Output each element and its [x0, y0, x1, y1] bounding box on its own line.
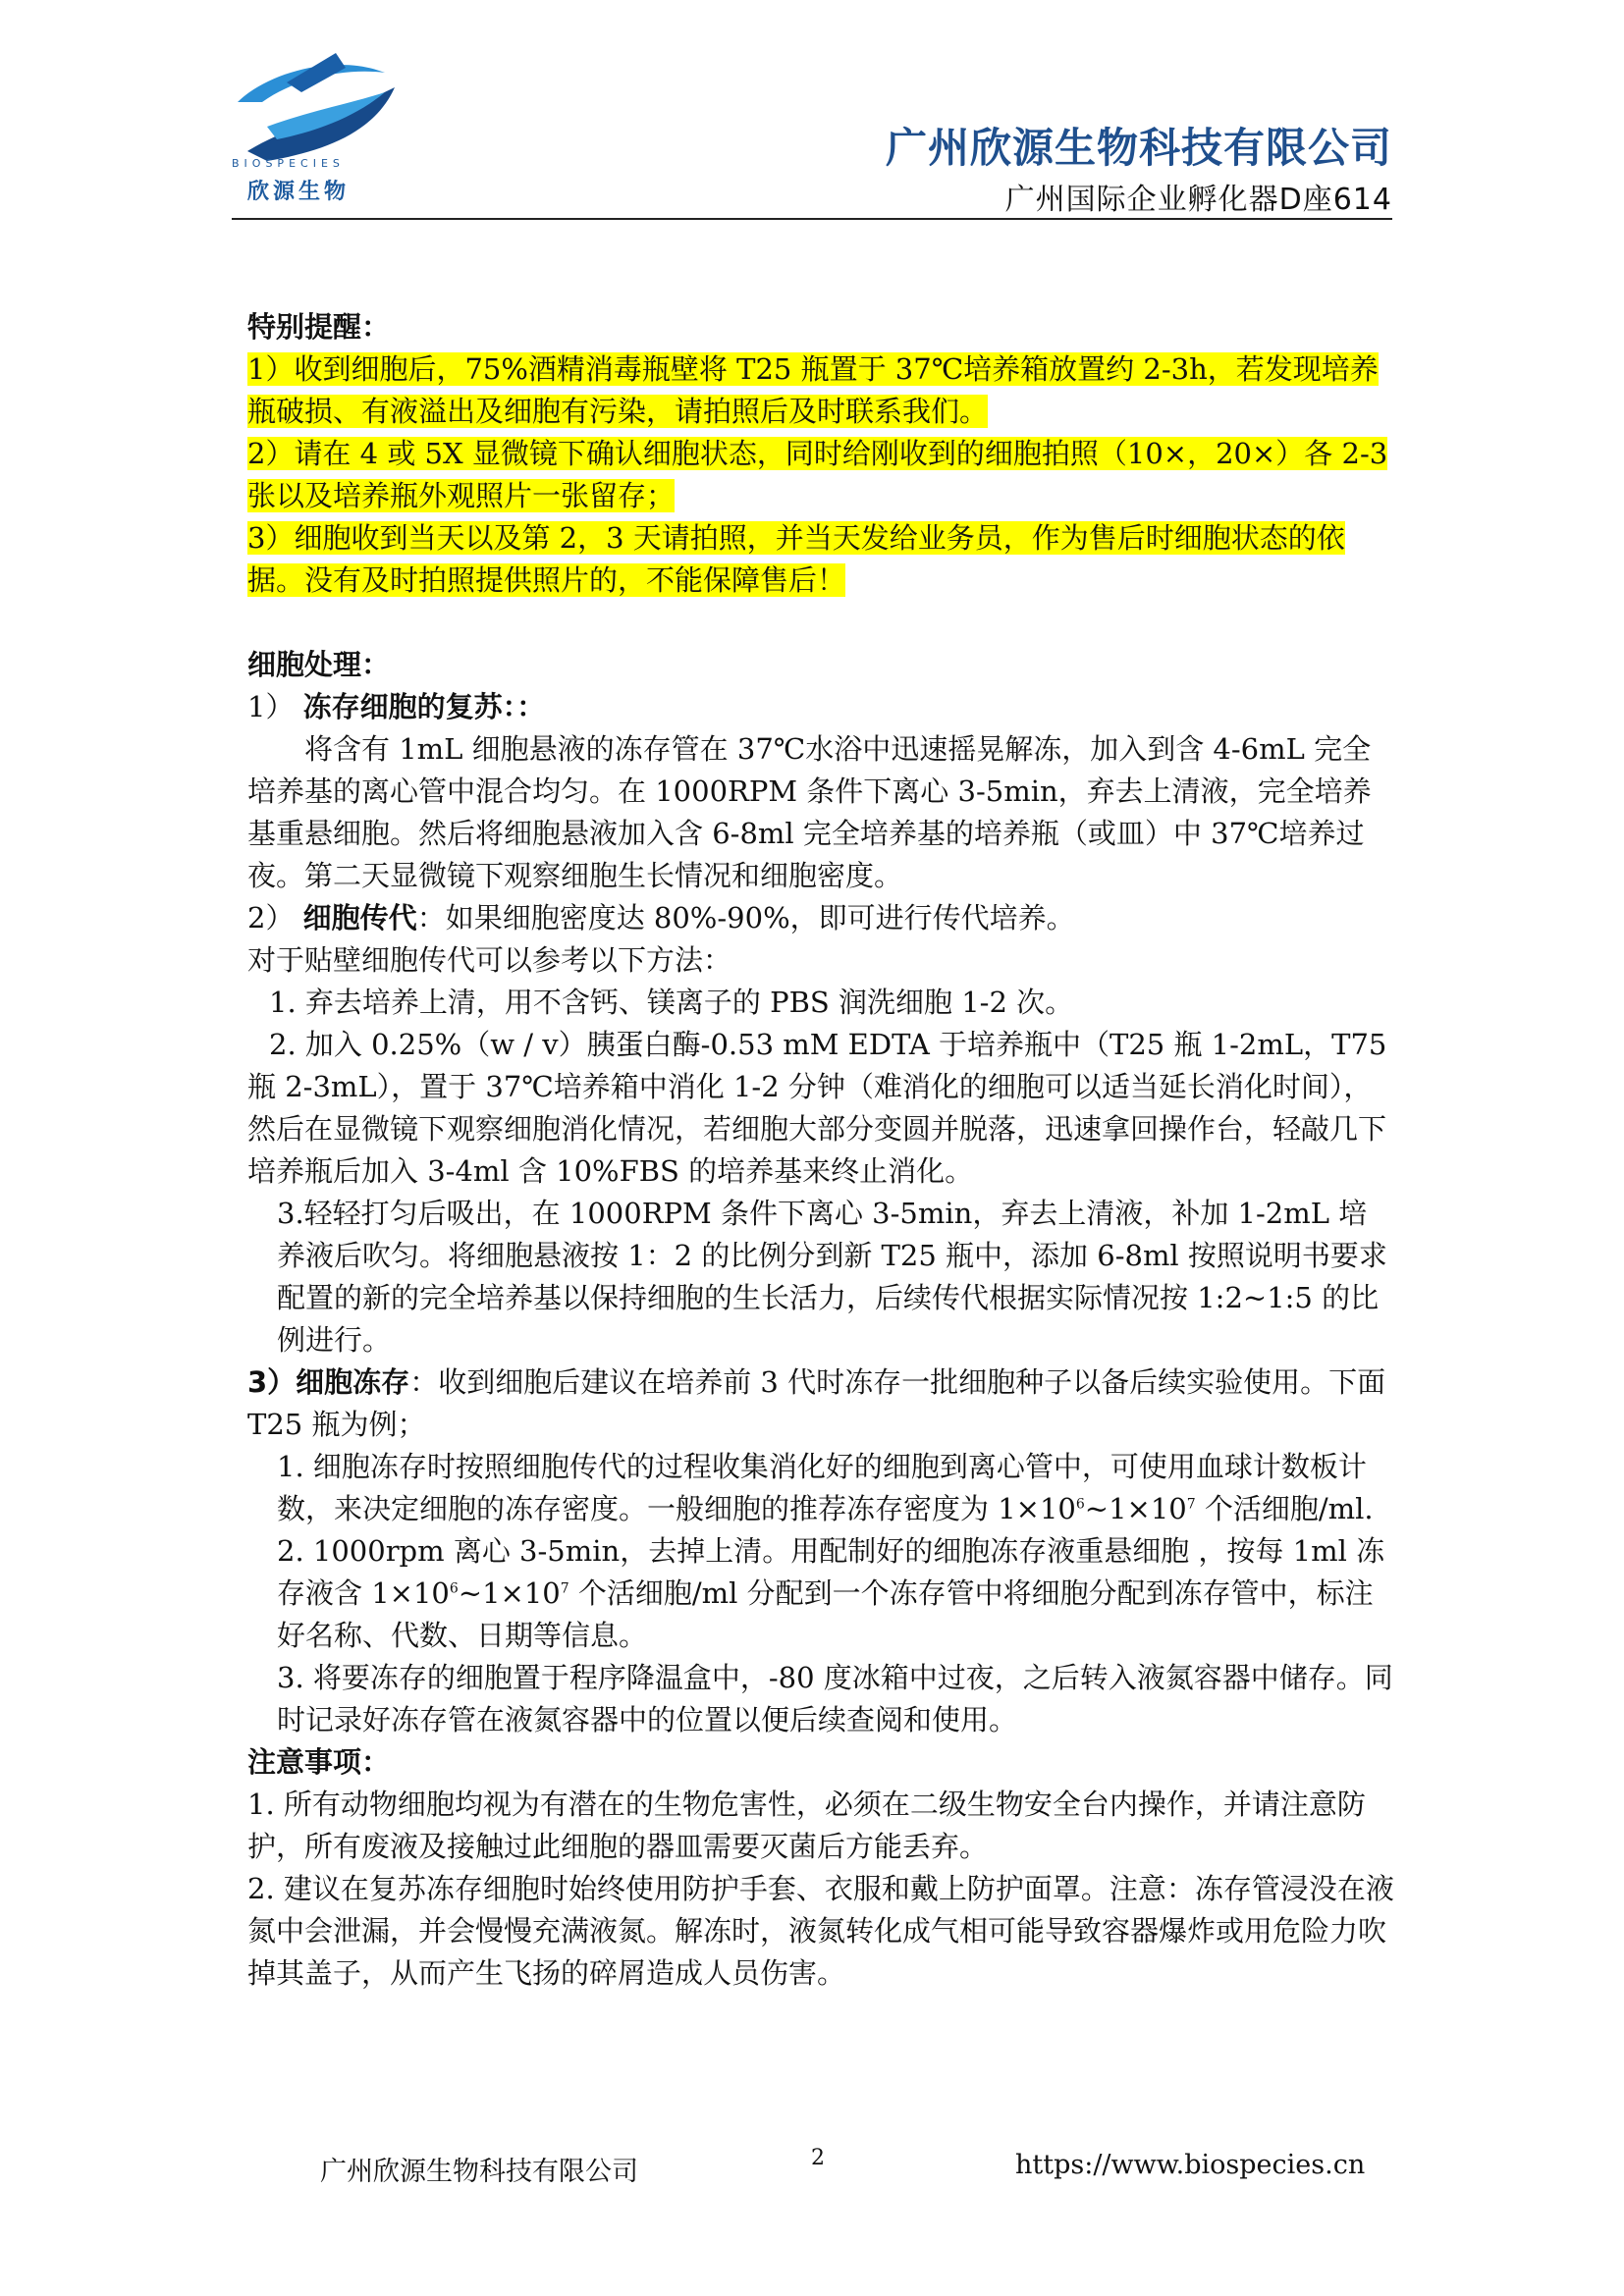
document-body	[247, 306, 1394, 1995]
logo-english-text: BIOSPECIES	[232, 157, 345, 170]
section-2-step-1: 1. 弃去培养上清，用不含钙、镁离子的 PBS 润洗细胞 1-2 次。	[269, 986, 1074, 1019]
page-number: 2	[811, 2146, 825, 2170]
notice-paragraph-3: 3）细胞收到当天以及第 2，3 天请拍照，并当天发给业务员，作为售后时细胞状态的依据。没有及时拍照提供照片的，不能保障售后！	[247, 521, 1345, 597]
notice-paragraph-2: 2）请在 4 或 5X 显微镜下确认细胞状态，同时给刚收到的细胞拍照（10×，20×）各 2-3 张以及培养瓶外观照片一张留存；	[247, 437, 1388, 512]
caution-1: 1. 所有动物细胞均视为有潜在的生物危害性，必须在二级生物安全台内操作，并请注意防护，所有废液及接触过此细胞的器皿需要灭菌后方能丢弃。	[247, 1788, 1366, 1863]
section-3-step-3: 3. 将要冻存的细胞置于程序降温盒中，-80 度冰箱中过夜，之后转入液氮容器中储存。同时记录好冻存管在液氮容器中的位置以便后续查阅和使用。	[277, 1661, 1393, 1736]
footer-url[interactable]: https://www.biospecies.cn	[1015, 2150, 1366, 2180]
section-3-step-2: 2. 1000rpm 离心 3-5min，去掉上清。用配制好的细胞冻存液重悬细胞 ，按每 1ml 冻存液含 $1\times 10^6\sim 1\times 10^7$ 个活细胞/ml 分配到一个冻存管中将细胞分配到冻存管中，标注好名称、代数、日期等信息。	[277, 1534, 1385, 1652]
section-2-step-3: 3.轻轻打匀后吸出，在 1000RPM 条件下离心 3-5min，弃去上清液，补加 1-2mL 培养液后吹匀。将细胞悬液按 1：2 的比例分到新 T25 瓶中，添加 6-8ml 按照说明书要求配置的新的完全培养基以保持细胞的生长活力，后续传代根据实际情况按 1:2~1:5 的比例进行。	[277, 1197, 1387, 1357]
caution-2: 2. 建议在复苏冻存细胞时始终使用防护手套、衣服和戴上防护面罩。注意：冻存管浸没在液氮中会泄漏，并会慢慢充满液氮。解冻时，液氮转化成气相可能导致容器爆炸或用危险力吹掉其盖子，从而产生飞扬的碎屑造成人员伤害。	[247, 1872, 1394, 1990]
section-3-heading: 3）细胞冻存：收到细胞后建议在培养前 3 代时冻存一批细胞种子以备后续实验使用。下面 T25 瓶为例；	[247, 1365, 1386, 1441]
processing-title: 细胞处理：	[247, 648, 391, 681]
section-1-heading: 1） 冻存细胞的复苏：：	[247, 690, 546, 723]
section-2-intro: 对于贴壁细胞传代可以参考以下方法：	[247, 943, 732, 977]
section-3-step-1: 1. 细胞冻存时按照细胞传代的过程收集消化好的细胞到离心管中，可使用血球计数板计数，来决定细胞的冻存密度。一般细胞的推荐冻存密度为 $1\times 10^6\sim 1\times 10^7$ 个活细胞/ml.	[277, 1450, 1374, 1525]
cautions-title: 注意事项：	[247, 1745, 391, 1779]
section-1-body: 将含有 1mL 细胞悬液的冻存管在 37℃水浴中迅速摇晃解冻，加入到含 4-6mL 完全培养基的离心管中混合均匀。在 1000RPM 条件下离心 3-5min，弃去上清液，完全培养基重悬细胞。然后将细胞悬液加入含 6-8ml 完全培养基的培养瓶（或皿）中 37℃培养过夜。第二天显微镜下观察细胞生长情况和细胞密度。	[247, 732, 1372, 892]
notice-title: 特别提醒：	[247, 310, 391, 344]
header-divider	[232, 218, 1392, 220]
company-address: 广州国际企业孵化器D座614	[1004, 183, 1392, 217]
section-2-step-2: 2. 加入 0.25%（w / v）胰蛋白酶-0.53 mM EDTA 于培养瓶中（T25 瓶 1-2mL，T75 瓶 2-3mL），置于 37℃培养箱中消化 1-2 分钟（难消化的细胞可以适当延长消化时间），然后在显微镜下观察细胞消化情况，若细胞大部分变圆并脱落，迅速拿回操作台，轻敲几下培养瓶后加入 3-4ml 含 10%FBS 的培养基来终止消化。	[247, 1028, 1387, 1188]
company-name: 广州欣源生物科技有限公司	[885, 124, 1392, 172]
notice-paragraph-1: 1）收到细胞后，75%酒精消毒瓶壁将 T25 瓶置于 37℃培养箱放置约 2-3h，若发现培养瓶破损、有液溢出及细胞有污染，请拍照后及时联系我们。	[247, 352, 1379, 428]
section-2-heading: 2） 细胞传代：如果细胞密度达 80%-90%，即可进行传代培养。	[247, 901, 1075, 934]
footer-company: 广州欣源生物科技有限公司	[320, 2157, 638, 2187]
logo-chinese-text: 欣源生物	[247, 180, 351, 204]
